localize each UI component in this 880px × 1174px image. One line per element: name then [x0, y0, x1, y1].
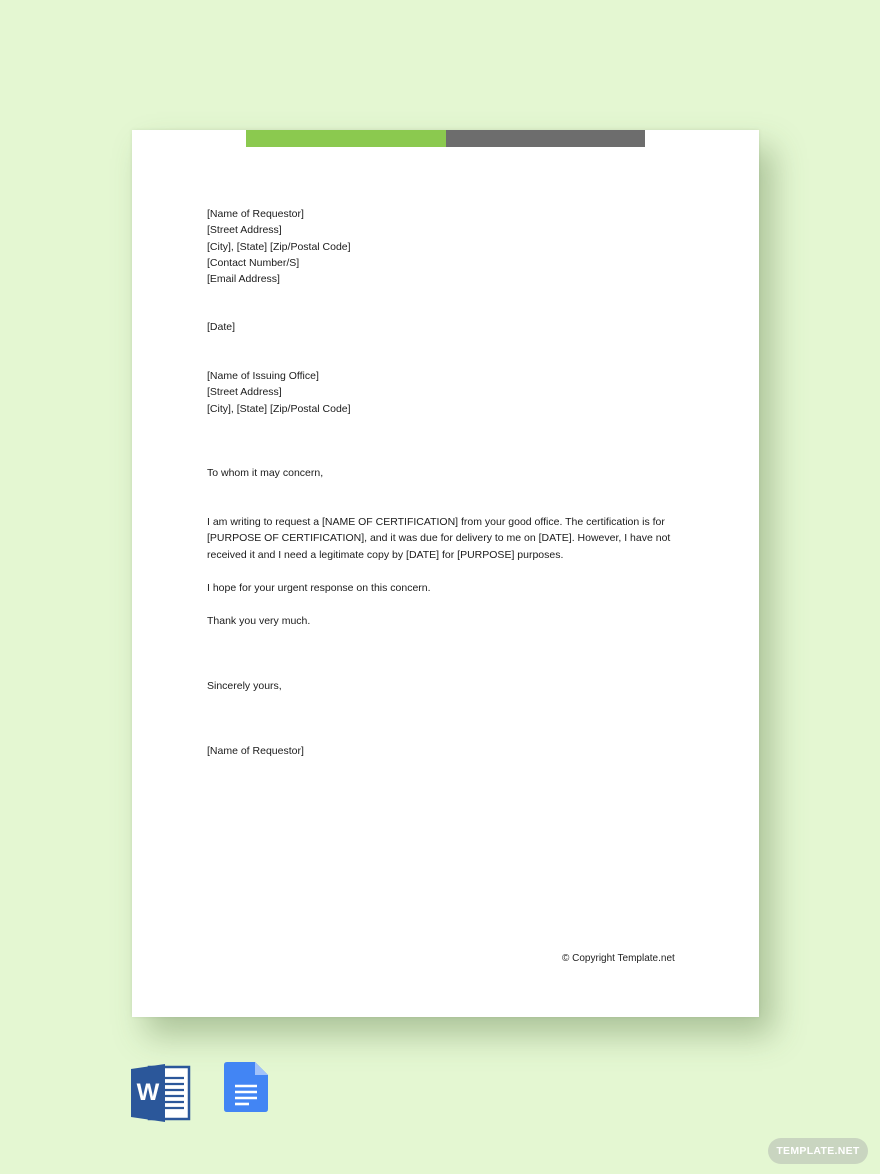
body-line: I am writing to request a [NAME OF CERTIFICATION] from your good office. The certification is for	[207, 516, 665, 528]
letter-date: [Date]	[207, 321, 236, 333]
thanks-block	[207, 613, 687, 629]
thanks-line: Thank you very much.	[207, 615, 311, 627]
sender-street: [Street Address]	[207, 224, 282, 237]
closing-block	[207, 678, 687, 694]
recipient-street: [Street Address]	[207, 386, 282, 399]
letter-page	[132, 130, 759, 1017]
word-icon[interactable]	[131, 1064, 193, 1122]
signature-block	[207, 743, 687, 759]
signature-name: [Name of Requestor]	[207, 745, 304, 757]
salutation: To whom it may concern,	[207, 467, 324, 479]
header-bar-gray	[446, 130, 645, 147]
template-net-badge[interactable]: TEMPLATE.NET	[768, 1138, 868, 1164]
paragraph-2	[207, 580, 687, 596]
closing-line: Sincerely yours,	[207, 680, 282, 692]
sender-email: [Email Address]	[207, 273, 280, 286]
salutation-block	[207, 465, 687, 481]
header-bar-green	[246, 130, 446, 147]
copyright-notice: © Copyright Template.net	[562, 953, 675, 964]
urgent-response-line: I hope for your urgent response on this concern.	[207, 582, 431, 594]
word-letter: W	[136, 1079, 160, 1106]
sender-city-line: [City], [State] [Zip/Postal Code]	[207, 240, 351, 253]
recipient-block	[207, 368, 687, 417]
sender-name: [Name of Requestor]	[207, 208, 304, 220]
sender-block	[207, 206, 687, 287]
body-line: received it and I need a legitimate copy by [DATE] for [PURPOSE] purposes.	[207, 548, 564, 561]
google-docs-icon[interactable]	[224, 1062, 270, 1112]
recipient-city-line: [City], [State] [Zip/Postal Code]	[207, 402, 351, 415]
sender-contact: [Contact Number/S]	[207, 256, 300, 269]
recipient-office: [Name of Issuing Office]	[207, 370, 319, 382]
date-block	[207, 319, 687, 335]
body-paragraph	[207, 514, 687, 563]
body-line: [PURPOSE OF CERTIFICATION], and it was due for delivery to me on [DATE]. However, I have not	[207, 532, 671, 545]
